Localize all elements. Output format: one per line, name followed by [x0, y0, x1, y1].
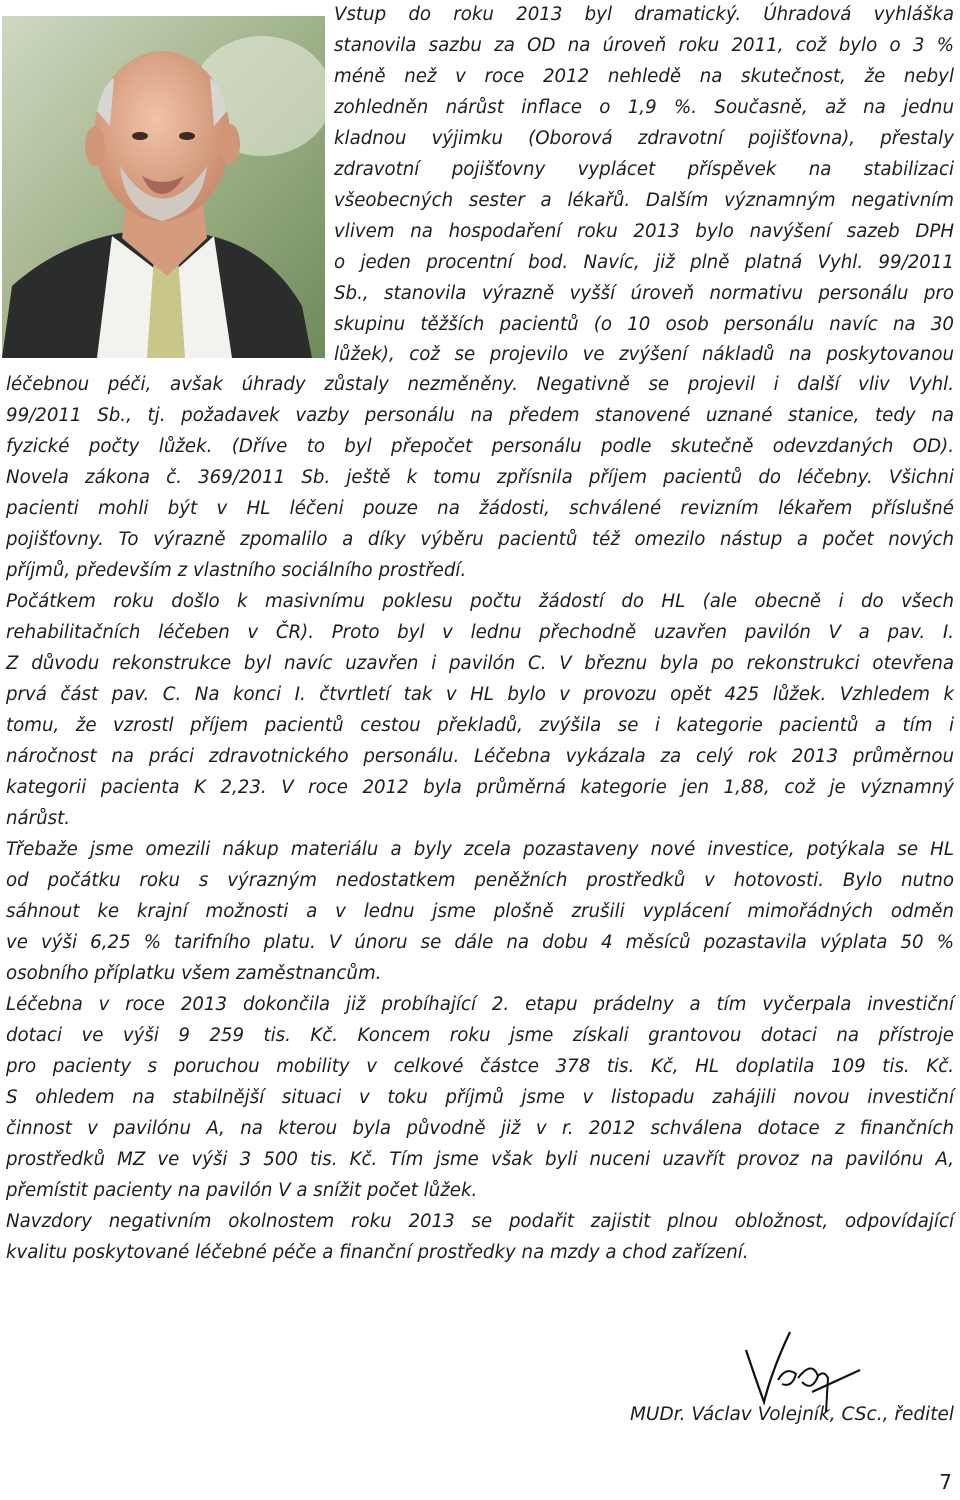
text-line: kladnou výjimku (Oborová zdravotní pojišťovna), přestaly [334, 128, 954, 149]
text-line: přemístit pacienty na pavilón V a snížit počet lůžek. [6, 1180, 478, 1201]
text-line: od počátku roku s výrazným nedostatkem peněžních prostředků v hotovosti. Bylo nutno [6, 870, 954, 891]
text-line: kategorii pacienta K 2,23. V roce 2012 byla průměrná kategorie jen 1,88, což je významný [6, 777, 954, 798]
text-line: zdravotní pojišťovny vyplácet příspěvek na stabilizaci [334, 159, 954, 180]
text-line: fyzické počty lůžek. (Dříve to byl přepočet personálu podle skutečně odevzdaných OD). [6, 436, 954, 457]
text-line: o jeden procentní bod. Navíc, již plně platná Vyhl. 99/2011 [334, 252, 954, 273]
text-line: dotaci ve výši 9 259 tis. Kč. Koncem roku jsme získali grantovou dotaci na přístroje [6, 1025, 954, 1046]
director-portrait-photo [2, 16, 325, 358]
text-line: skupinu těžších pacientů (o 10 osob personálu navíc na 30 [334, 314, 954, 335]
text-line: Léčebna v roce 2013 dokončila již probíhající 2. etapu prádelny a tím vyčerpala investiční [6, 994, 954, 1015]
text-line: Třebaže jsme omezili nákup materiálu a byly zcela pozastaveny nové investice, potýkala se HL [6, 839, 954, 860]
text-line: osobního příplatku všem zaměstnancům. [6, 963, 382, 984]
text-line: nárůst. [6, 808, 71, 829]
text-line: zohledněn nárůst inflace o 1,9 %. Současně, až na jednu [334, 97, 954, 118]
text-line: pojišťovny. To výrazně zpomalilo a díky výběru pacientů též omezilo nástup a počet nových [6, 529, 954, 550]
text-line: kvalitu poskytované léčebné péče a finanční prostředky na mzdy a chod zařízení. [6, 1242, 749, 1263]
author-signature-line: MUDr. Václav Volejník, CSc., ředitel [629, 1404, 954, 1425]
text-line: Počátkem roku došlo k masivnímu poklesu počtu žádostí do HL (ale obecně i do všech [6, 591, 954, 612]
text-line: 99/2011 Sb., tj. požadavek vazby personálu na předem stanovené uznané stanice, tedy na [6, 405, 954, 426]
text-line: prostředků MZ ve výši 3 500 tis. Kč. Tím jsme však byli nuceni uzavřít provoz na pavilónu A, [6, 1149, 954, 1170]
text-line: méně než v roce 2012 nehledě na skutečnost, že nebyl [334, 66, 954, 87]
text-line: Navzdory negativním okolnostem roku 2013 se podařit zajistit plnou obložnost, odpovídající [6, 1211, 954, 1232]
text-line: všeobecných sester a lékařů. Dalším významným negativním [334, 190, 954, 211]
text-line: léčebnou péči, avšak úhrady zůstaly nezměněny. Negativně se projevil i další vliv Vyhl. [6, 374, 954, 395]
text-line: náročnost na práci zdravotnického personálu. Léčebna vykázala za celý rok 2013 průměrnou [6, 746, 954, 767]
text-line: prvá část pav. C. Na konci I. čtvrtletí tak v HL bylo v provozu opět 425 lůžek. Vzhledem k [6, 684, 954, 705]
text-line: stanovila sazbu za OD na úroveň roku 2011, což bylo o 3 % [334, 35, 954, 56]
handwritten-signature [742, 1320, 872, 1415]
text-line: Novela zákona č. 369/2011 Sb. ještě k tomu zpřísnila příjem pacientů do léčebny. Všichni [6, 467, 954, 488]
page-number: 7 [939, 1470, 952, 1494]
text-line: tomu, že vzrostl příjem pacientů cestou překladů, zvýšila se i kategorie pacientů a tím i [6, 715, 954, 736]
text-line: vlivem na hospodaření roku 2013 bylo navýšení sazeb DPH [334, 221, 954, 242]
text-line: ve výši 6,25 % tarifního platu. V únoru se dále na dobu 4 měsíců pozastavila výplata 50 % [6, 932, 954, 953]
text-line: činnost v pavilónu A, na kterou byla původně již v r. 2012 schválena dotace z finančních [6, 1118, 954, 1139]
text-line: Vstup do roku 2013 byl dramatický. Úhradová vyhláška [334, 4, 954, 25]
text-line: Z důvodu rekonstrukce byl navíc uzavřen i pavilón C. V březnu byla po rekonstrukci otevřena [6, 653, 954, 674]
text-line: příjmů, především z vlastního sociálního prostředí. [6, 560, 467, 581]
text-line: pacienti mohli být v HL léčeni pouze na žádosti, schválené revizním lékařem příslušné [6, 498, 954, 519]
text-line: lůžek), což se projevilo ve zvýšení nákladů na poskytovanou [334, 344, 954, 365]
text-line: rehabilitačních léčeben v ČR). Proto byl v lednu přechodně uzavřen pavilón V a pav. I. [6, 622, 954, 643]
text-line: sáhnout ke krajní možnosti a v lednu jsme plošně zrušili vyplácení mimořádných odměn [6, 901, 954, 922]
text-line: pro pacienty s poruchou mobility v celkové částce 378 tis. Kč, HL doplatila 109 tis. Kč. [6, 1056, 954, 1077]
text-line: S ohledem na stabilnější situaci v toku příjmů jsme v listopadu zahájili novou investiční [6, 1087, 954, 1108]
text-line: Sb., stanovila výrazně vyšší úroveň normativu personálu pro [334, 283, 954, 304]
